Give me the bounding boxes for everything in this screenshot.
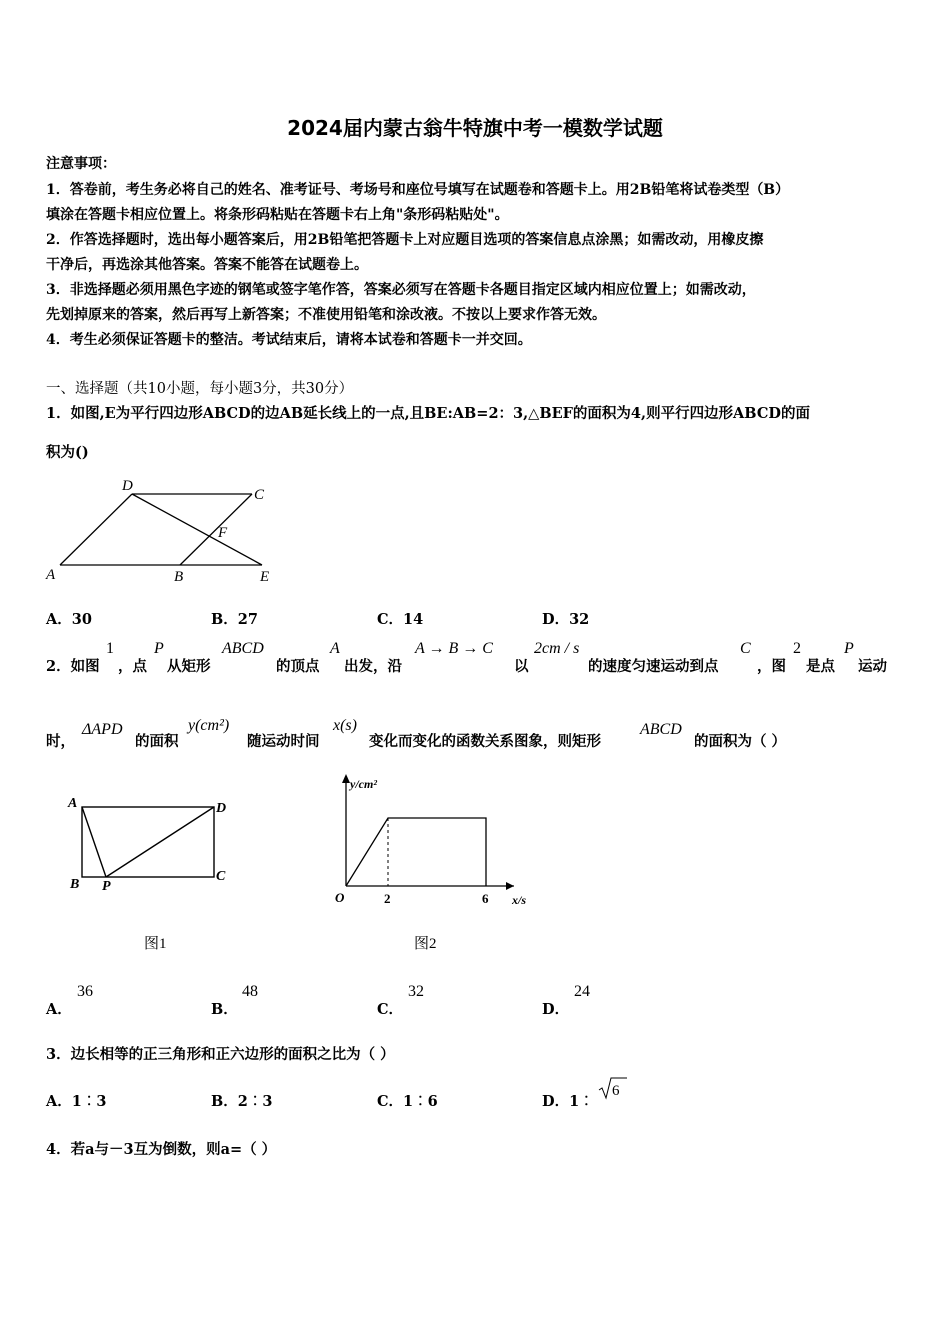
q2-math: ABCD: [222, 640, 264, 657]
label-D: D: [216, 801, 227, 816]
notice-line: 先划掉原来的答案，然后再写上新答案；不准使用铅笔和涂改液。不按以上要求作答无效。: [46, 307, 606, 323]
q2-option-b-value: 48: [242, 983, 258, 1000]
q2-math: ABCD: [640, 721, 682, 738]
q1-option-b[interactable]: B．27: [211, 611, 258, 628]
q2-text: 运动: [858, 658, 887, 675]
x-axis-label: x/s: [512, 893, 527, 907]
q2-text: 2．如图: [46, 658, 100, 675]
label-F: F: [218, 525, 228, 541]
q2-text: 的面积为（ ）: [694, 733, 787, 750]
label-A: A: [46, 567, 56, 583]
label-B: B: [174, 569, 184, 585]
q2-math: P: [154, 640, 164, 657]
q2-text: ，点: [118, 658, 147, 675]
figure-parallelogram: [40, 475, 290, 587]
label-E: E: [260, 569, 270, 585]
q2-math: A: [330, 640, 340, 657]
figure-2-caption: 图2: [414, 936, 437, 952]
notice-line: 1．答卷前，考生务必将自己的姓名、准考证号、考场号和座位号填写在试题卷和答题卡上。用2B铅笔将试卷类型（B）: [46, 182, 790, 198]
q2-text: 以: [514, 658, 529, 675]
q2-option-a-value: 36: [77, 983, 93, 1000]
notice-line: 填涂在答题卡相应位置上。将条形码粘贴在答题卡右上角"条形码粘贴处"。: [46, 207, 509, 223]
q1-option-c[interactable]: C．14: [377, 611, 424, 628]
q2-math: x(s): [333, 717, 357, 734]
question-1-text-cont: 积为(): [46, 444, 89, 461]
q2-math: y(cm²): [188, 717, 230, 734]
q3-option-c[interactable]: C．1︰6: [377, 1093, 438, 1110]
q1-option-d[interactable]: D．32: [542, 611, 590, 628]
q2-option-b-letter[interactable]: B．: [211, 1001, 238, 1018]
q2-text: 随运动时间: [247, 733, 320, 750]
figure-rectangle: [62, 790, 242, 900]
q2-option-c-letter[interactable]: C．: [377, 1001, 404, 1018]
q2-option-a-letter[interactable]: A．: [46, 1001, 72, 1018]
q2-option-c-value: 32: [408, 983, 424, 1000]
notice-line: 2．作答选择题时，选出每小题答案后，用2B铅笔把答题卡上对应题目选项的答案信息点涂黑；如需改动，用橡皮擦: [46, 232, 764, 248]
q2-option-d-value: 24: [574, 983, 590, 1000]
figure-graph: [316, 768, 540, 914]
tick-6: 6: [482, 891, 489, 906]
figure-1-caption: 图1: [144, 936, 167, 952]
section-heading: 一、选择题（共10小题，每小题3分，共30分）: [46, 381, 354, 397]
q2-option-d-letter[interactable]: D．: [542, 1001, 570, 1018]
q2-text: 时，: [46, 733, 75, 750]
q2-math: 2: [793, 640, 801, 657]
sqrt-radicand: 6: [612, 1083, 620, 1099]
q2-text: ，图: [757, 658, 786, 675]
q3-option-a[interactable]: A．1︰3: [46, 1093, 107, 1110]
q2-text: 是点: [806, 658, 835, 675]
q2-text: 从矩形: [167, 658, 211, 675]
y-axis-label: y/cm²: [350, 777, 377, 791]
question-3-text: 3．边长相等的正三角形和正六边形的面积之比为（ ）: [46, 1046, 395, 1063]
label-D: D: [122, 478, 133, 494]
q2-text: 的顶点: [276, 658, 320, 675]
sqrt-symbol: [598, 1076, 628, 1102]
label-A: A: [68, 796, 78, 811]
label-P: P: [102, 879, 111, 894]
tick-2: 2: [384, 891, 391, 906]
q3-option-d[interactable]: D．1︰: [542, 1093, 594, 1110]
page-title: 2024届内蒙古翁牛特旗中考一模数学试题: [287, 116, 663, 140]
q2-text: 出发，沿: [344, 658, 402, 675]
q3-option-b[interactable]: B．2︰3: [211, 1093, 273, 1110]
q2-text: 变化而变化的函数关系图象，则矩形: [369, 733, 601, 750]
q1-option-a[interactable]: A．30: [46, 611, 92, 628]
q2-math: P: [844, 640, 854, 657]
q2-math: ΔAPD: [82, 721, 123, 738]
notice-heading: 注意事项：: [46, 156, 116, 172]
q2-text: 的速度匀速运动到点: [588, 658, 719, 675]
label-C: C: [216, 869, 226, 884]
notice-line: 3．非选择题必须用黑色字迹的钢笔或签字笔作答，答案必须写在答题卡各题目指定区域内相应位置上；如需改动，: [46, 282, 756, 298]
q2-math: A → B → C: [415, 640, 493, 657]
label-C: C: [254, 487, 265, 503]
origin-label: O: [335, 890, 345, 905]
q2-text: 的面积: [135, 733, 179, 750]
q2-math: C: [740, 640, 751, 657]
label-B: B: [70, 877, 80, 892]
q2-math: 1: [106, 640, 114, 657]
question-1-text: 1．如图,E为平行四边形ABCD的边AB延长线上的一点,且BE:AB=2：3,△BEF的面积为4,则平行四边形ABCD的面: [46, 405, 810, 422]
question-4-text: 4．若a与－3互为倒数，则a=（ ）: [46, 1141, 277, 1158]
notice-line: 干净后，再选涂其他答案。答案不能答在试题卷上。: [46, 257, 368, 273]
notice-line: 4．考生必须保证答题卡的整洁。考试结束后，请将本试卷和答题卡一并交回。: [46, 332, 532, 348]
q2-math: 2cm / s: [534, 640, 580, 657]
